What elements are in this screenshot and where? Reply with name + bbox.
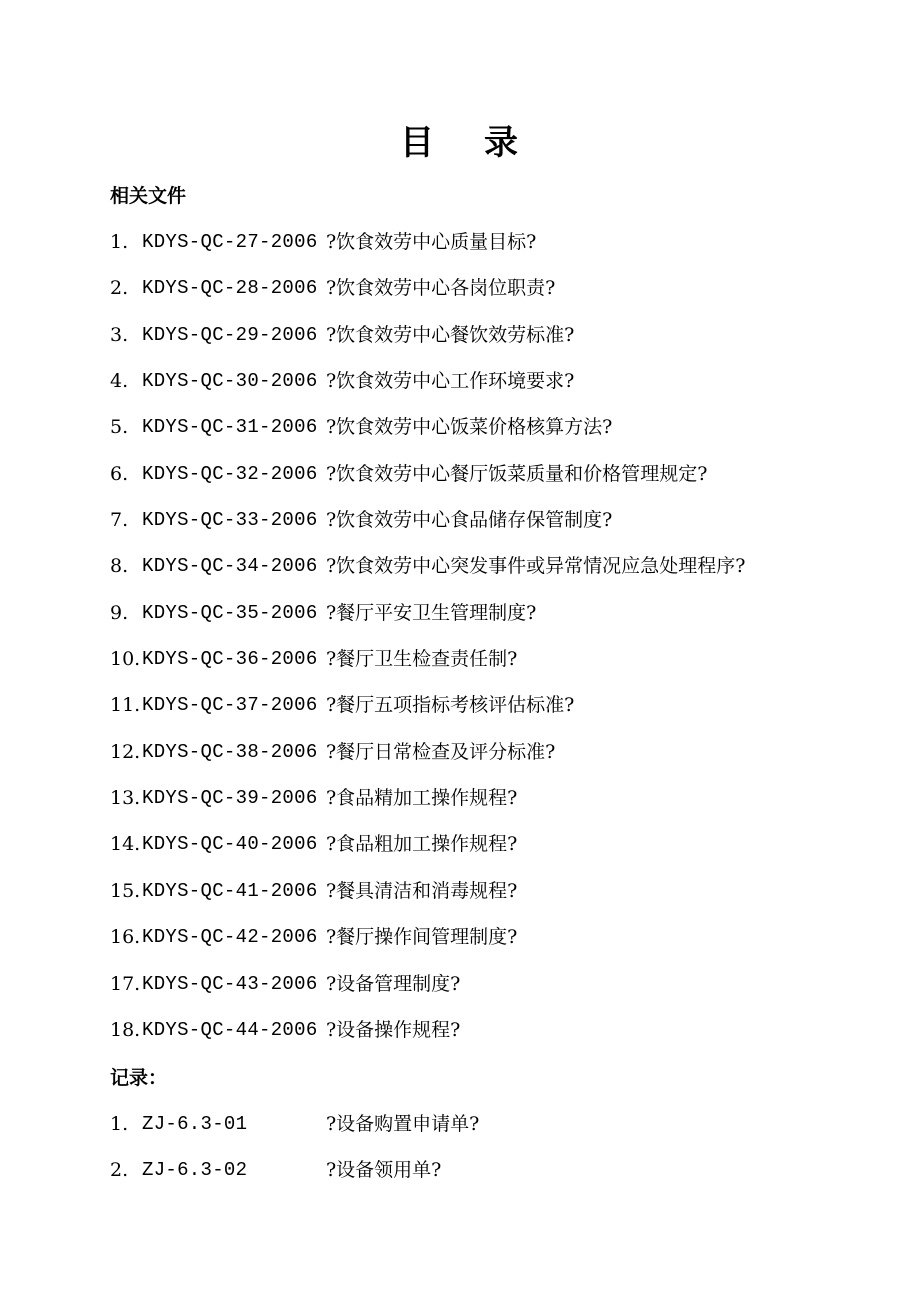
item-number: 7. <box>110 509 129 532</box>
item-number: 9. <box>110 601 129 624</box>
document-code: KDYS-QC-43-2006 <box>142 972 318 995</box>
document-title: ?餐厅平安卫生管理制度? <box>326 601 537 624</box>
item-number: 1. <box>110 1113 129 1135</box>
document-title: ?饮食效劳中心突发事件或异常情况应急处理程序? <box>326 555 746 578</box>
item-number: 15. <box>110 879 141 902</box>
document-title: ?食品精加工操作规程? <box>326 787 518 810</box>
page-title-right: 录 <box>484 123 520 163</box>
document-title: ?餐具清洁和消毒规程? <box>326 879 518 902</box>
item-number: 11. <box>110 694 141 717</box>
document-title: ?食品粗加工操作规程? <box>326 833 518 856</box>
item-number: 2. <box>110 277 129 300</box>
document-title: ?饮食效劳中心各岗位职责? <box>326 277 556 300</box>
records-heading: 记录： <box>110 1067 168 1089</box>
item-number: 4. <box>110 370 129 393</box>
document-code: KDYS-QC-31-2006 <box>142 416 318 439</box>
document-code: KDYS-QC-32-2006 <box>142 462 318 485</box>
document-code: KDYS-QC-44-2006 <box>142 1018 318 1041</box>
document-code: ZJ-6.3-01 <box>142 1113 248 1135</box>
item-number: 13. <box>110 787 141 810</box>
document-code: KDYS-QC-37-2006 <box>142 694 318 717</box>
document-code: KDYS-QC-40-2006 <box>142 833 318 856</box>
document-code: ZJ-6.3-02 <box>142 1159 248 1182</box>
item-number: 17. <box>110 972 141 995</box>
document-title: ?饮食效劳中心食品储存保管制度? <box>326 509 613 532</box>
related-docs-heading: 相关文件 <box>110 185 187 207</box>
item-number: 3. <box>110 323 129 346</box>
document-title: ?饮食效劳中心餐饮效劳标准? <box>326 323 575 346</box>
document-code: KDYS-QC-36-2006 <box>142 648 318 671</box>
item-number: 12. <box>110 740 141 763</box>
document-title: ?设备领用单? <box>326 1159 442 1182</box>
document-title: ?饮食效劳中心质量目标? <box>326 231 537 253</box>
document-title: ?饮食效劳中心餐厅饭菜质量和价格管理规定? <box>326 462 708 485</box>
item-number: 16. <box>110 926 141 949</box>
item-number: 18. <box>110 1018 141 1041</box>
document-title: ?饮食效劳中心饭菜价格核算方法? <box>326 416 613 439</box>
item-number: 10. <box>110 648 141 671</box>
document-code: KDYS-QC-29-2006 <box>142 323 318 346</box>
document-title: ?设备管理制度? <box>326 972 461 995</box>
item-number: 1. <box>110 231 129 253</box>
document-code: KDYS-QC-39-2006 <box>142 787 318 810</box>
document-code: KDYS-QC-30-2006 <box>142 370 318 393</box>
document-title: ?餐厅卫生检查责任制? <box>326 648 518 671</box>
item-number: 2. <box>110 1159 129 1182</box>
document-code: KDYS-QC-27-2006 <box>142 231 318 253</box>
document-code: KDYS-QC-38-2006 <box>142 740 318 763</box>
item-number: 5. <box>110 416 129 439</box>
document-title: ?设备购置申请单? <box>326 1113 480 1135</box>
document-code: KDYS-QC-33-2006 <box>142 509 318 532</box>
document-title: ?餐厅日常检查及评分标准? <box>326 740 556 763</box>
document-title: ?设备操作规程? <box>326 1018 461 1041</box>
item-number: 14. <box>110 833 141 856</box>
page-title-left: 目 <box>400 123 436 163</box>
document-code: KDYS-QC-34-2006 <box>142 555 318 578</box>
item-number: 6. <box>110 462 129 485</box>
page-title <box>0 118 920 168</box>
document-code: KDYS-QC-42-2006 <box>142 926 318 949</box>
document-title: ?餐厅操作间管理制度? <box>326 926 518 949</box>
document-title: ?饮食效劳中心工作环境要求? <box>326 370 575 393</box>
document-code: KDYS-QC-35-2006 <box>142 601 318 624</box>
document-title: ?餐厅五项指标考核评估标准? <box>326 694 575 717</box>
document-code: KDYS-QC-28-2006 <box>142 277 318 300</box>
document-code: KDYS-QC-41-2006 <box>142 879 318 902</box>
item-number: 8. <box>110 555 129 578</box>
